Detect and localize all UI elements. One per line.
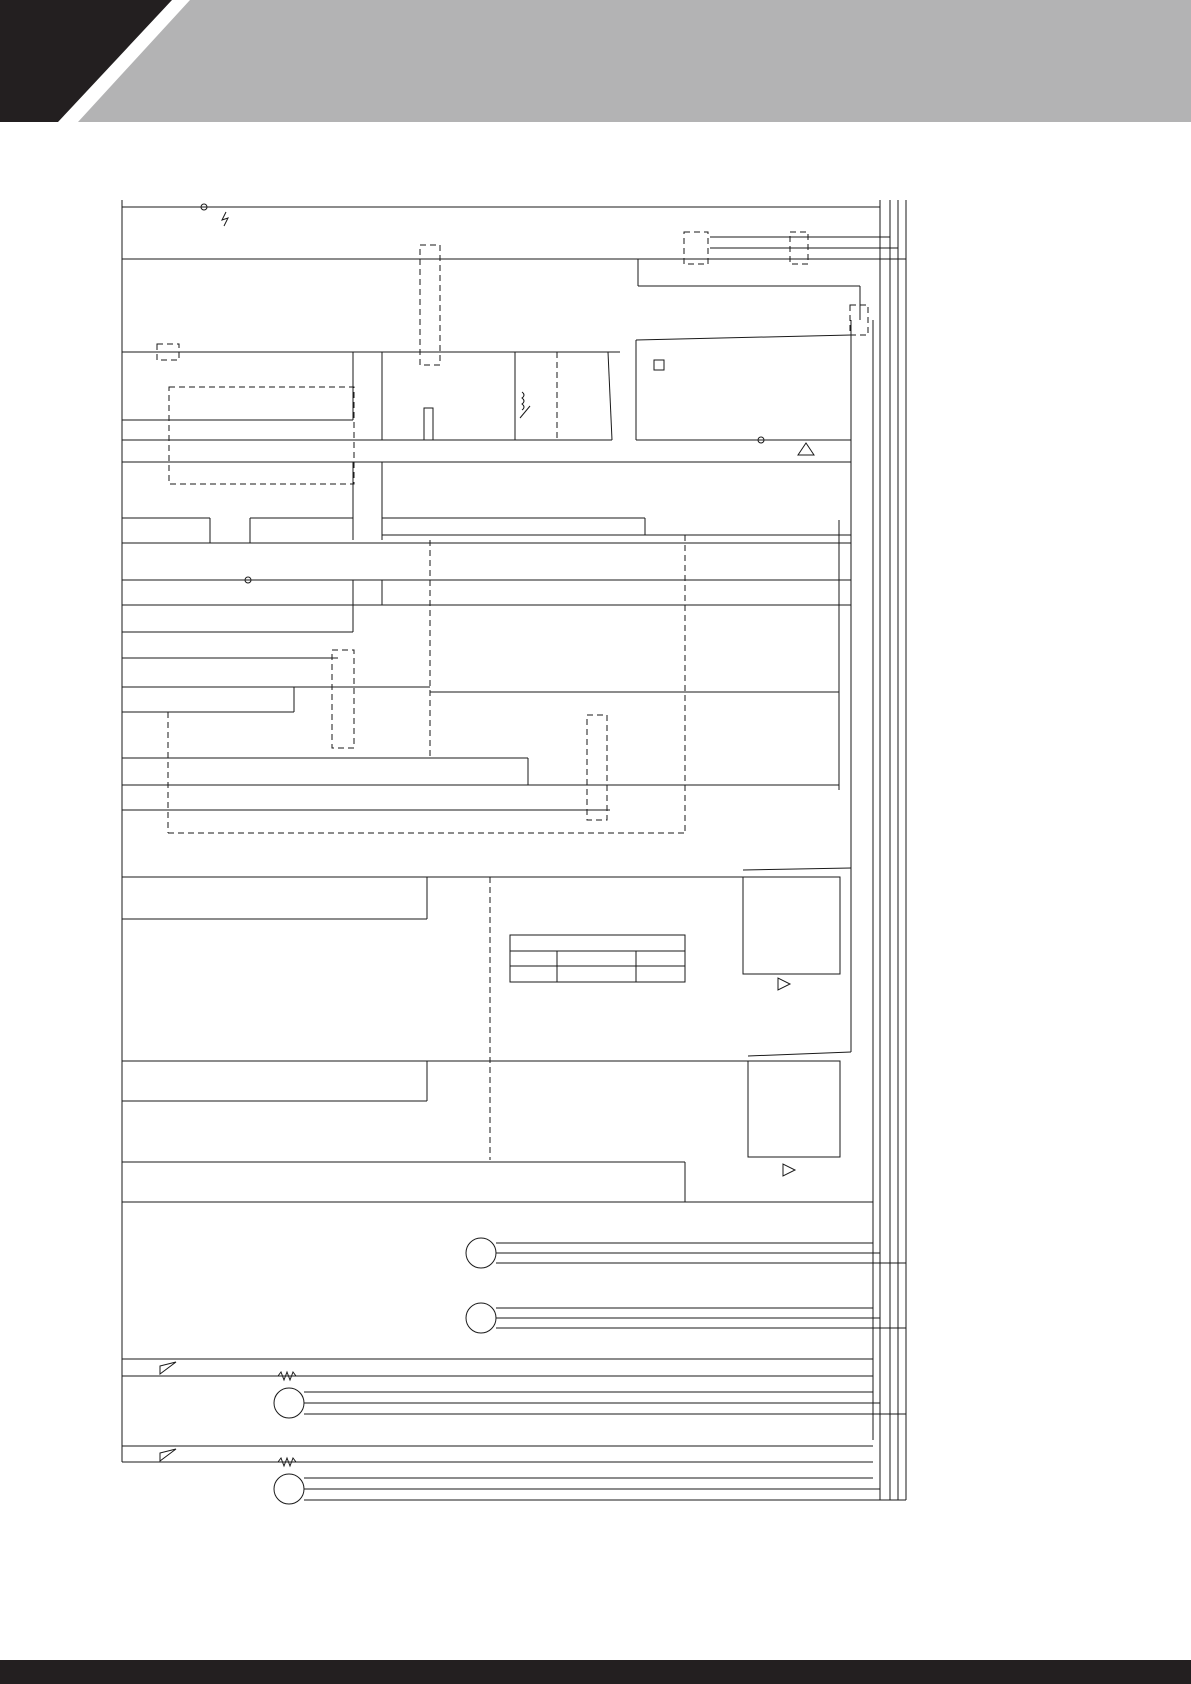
page-footer: [0, 1660, 1191, 1684]
rating-table: [510, 935, 685, 982]
warning-triangle-icon: [798, 443, 814, 455]
motor-icon: [274, 1388, 304, 1418]
control-middle: [122, 518, 851, 835]
control-lower: [122, 868, 873, 1202]
right-buses: [839, 200, 906, 1500]
lightning-icon: [222, 212, 228, 226]
motor-icon: [466, 1238, 496, 1268]
motor-icon: [466, 1303, 496, 1333]
motor-icon: [274, 1474, 304, 1504]
control-upper: [122, 305, 868, 540]
top-rails: [122, 204, 906, 365]
power-section: [122, 1238, 906, 1504]
